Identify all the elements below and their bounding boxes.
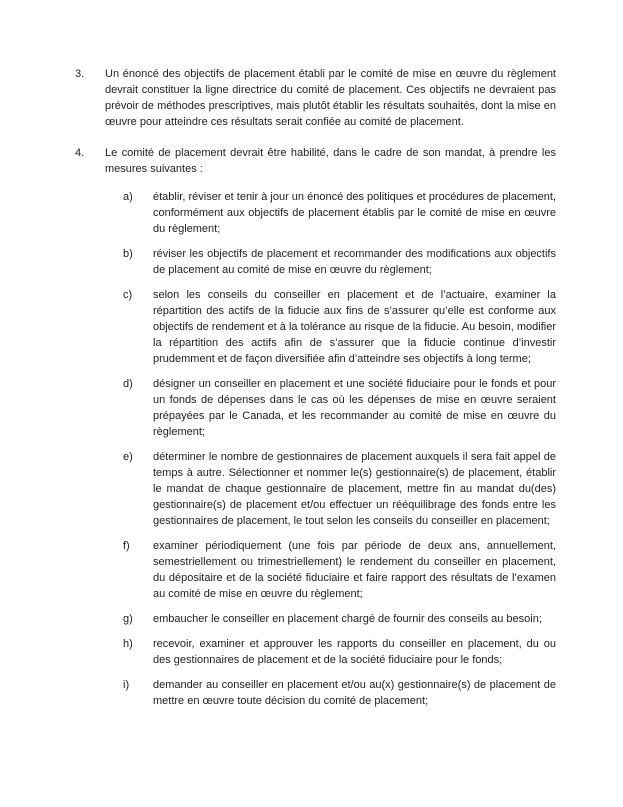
subitem-c-text: selon les conseils du conseiller en placement et de l’actuaire, examiner la répartition des actifs de la fiducie aux fins de s’assurer qu’elle est conforme aux objectifs de rendement et à la tolérance au risque de la fiducie. Au besoin, modifier la répartition des actifs afin de s’assurer que la fiducie continue d’investir prudemment et de façon diversifiée afin d’atteindre ses objectifs à long terme; [153, 289, 556, 365]
subitem-e-text: déterminer le nombre de gestionnaires de placement auxquels il sera fait appel de temps à autre. Sélectionner et nommer le(s) gestionnaire(s) de placement, établir le mandat de chaque gestionnaire de placement, mettre fin au mandat du(des) gestionnaire(s) de placement et/ou effectuer un rééquilibrage des fonds entre les gestionnaires de placement, le tout selon les conseils du conseiller en placement; [153, 451, 556, 527]
subitem-a-text: établir, réviser et tenir à jour un énoncé des politiques et procédures de placement, conformément aux objectifs de placement établis par le comité de mise en œuvre du règlement; [153, 191, 556, 235]
subitem-b [105, 246, 556, 278]
subitem-a-label: a) [123, 191, 133, 203]
subitem-g-label: g) [123, 613, 133, 625]
subitem-e-label: e) [123, 451, 133, 463]
subitem-h-label: h) [123, 638, 133, 650]
subitem-d-label: d) [123, 378, 133, 390]
subitem-i [105, 677, 556, 709]
item-3-text: Un énoncé des objectifs de placement établi par le comité de mise en œuvre du règlement devrait constituer la ligne directrice du comité de placement. Ces objectifs ne devraient pas prévoir de méthodes prescriptives, mais plutôt établir les résultats souhaités, dont la mise en œuvre pour atteindre ces résultats serait confiée au comité de placement. [105, 68, 556, 128]
item-4-body [105, 145, 556, 709]
subitem-g [105, 611, 556, 627]
subitem-c-label: c) [123, 289, 133, 301]
item-3-number: 3. [75, 68, 85, 80]
subitem-f-label: f) [123, 540, 130, 552]
subitem-b-text: réviser les objectifs de placement et recommander des modifications aux objectifs de placement au comité de mise en œuvre du règlement; [153, 248, 556, 276]
subitem-g-text: embaucher le conseiller en placement chargé de fournir des conseils au besoin; [153, 613, 542, 625]
subitem-a [105, 189, 556, 237]
numbered-item-4 [75, 145, 556, 709]
subitem-d [105, 376, 556, 440]
item-4-number: 4. [75, 147, 85, 159]
subitem-i-label: i) [123, 679, 130, 691]
subitem-h [105, 636, 556, 668]
item-4-intro: Le comité de placement devrait être habilité, dans le cadre de son mandat, à prendre les mesures suivantes : [105, 147, 556, 175]
subitem-h-text: recevoir, examiner et approuver les rapports du conseiller en placement, du ou des gestionnaires de placement et de la société fiduciaire pour le fonds; [153, 638, 556, 666]
subitem-f-text: examiner périodiquement (une fois par période de deux ans, annuellement, semestriellement ou trimestriellement) le rendement du conseiller en placement, du dépositaire et de la société fiduciaire et faire rapport des résultats de l’examen au comité de mise en œuvre du règlement; [153, 540, 556, 600]
numbered-item-3 [75, 66, 556, 130]
subitem-e [105, 449, 556, 529]
subitem-c [105, 287, 556, 367]
subitem-b-label: b) [123, 248, 133, 260]
subitem-d-text: désigner un conseiller en placement et une société fiduciaire pour le fonds et pour un fonds de dépenses dans le cas où les dépenses de mise en œuvre seraient prépayées par le Canada, et les recommander au comité de mise en œuvre du règlement; [153, 378, 556, 438]
subitem-f [105, 538, 556, 602]
subitem-i-text: demander au conseiller en placement et/ou au(x) gestionnaire(s) de placement de mettre en œuvre toute décision du comité de placement; [153, 679, 556, 707]
